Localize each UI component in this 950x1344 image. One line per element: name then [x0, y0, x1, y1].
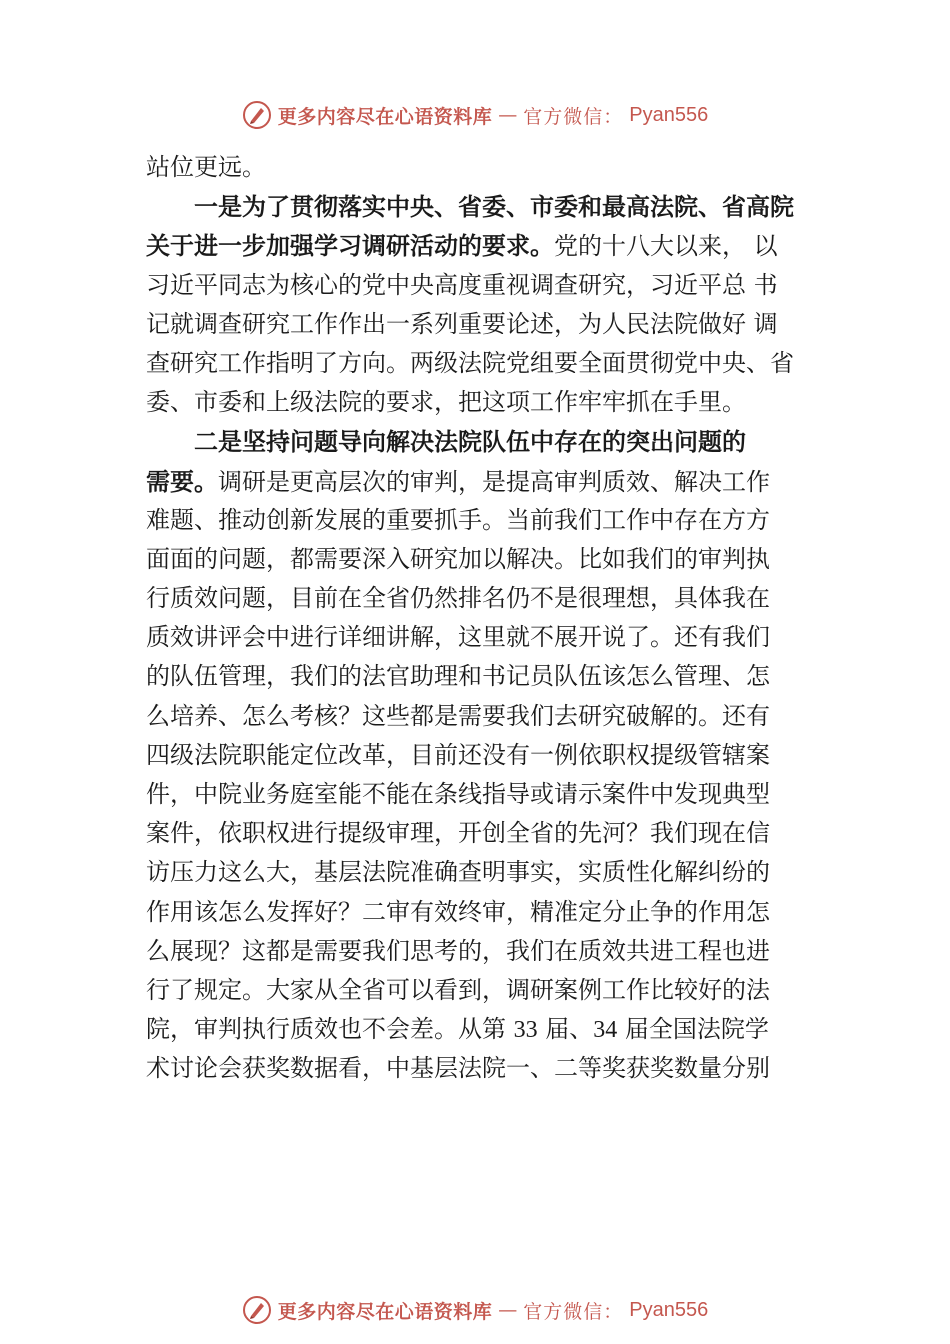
bold-heading-text: 需要。 [146, 466, 218, 496]
number-text: 34 [593, 1017, 618, 1044]
text-line: 作用该怎么发挥好？二审有效终审，精准定分止争的作用怎 [146, 897, 770, 926]
text-line: 行质效问题，目前在全省仍然排名仍不是很理想，具体我在 [146, 584, 770, 613]
text-line [146, 1010, 836, 1049]
banner-separator: — [498, 1299, 518, 1321]
header-banner [0, 95, 950, 135]
banner-brand: 更多内容尽在心语资料库 [277, 105, 493, 128]
document-body [146, 148, 836, 1089]
text-line: 么培养、怎么考核？这些都是需要我们去研究破解的。还有 [146, 701, 770, 730]
text-line: 一是为了贯彻落实中央、省委、市委和最高法院、省高院 [194, 192, 794, 222]
text-line: 站位更远。 [146, 153, 266, 181]
banner-separator: — [498, 104, 518, 126]
number-text: 33 [513, 1017, 538, 1044]
text-line [146, 462, 836, 501]
text-line: 访压力这么大，基层法院准确查明事实，实质性化解纠纷的 [146, 858, 770, 887]
body-text: 届全国法院学 [617, 1015, 769, 1044]
banner-brand: 更多内容尽在心语资料库 [277, 1300, 493, 1323]
body-text: 院，审判执行质效也不会差。从第 [146, 1015, 514, 1044]
text-line: 二是坚持问题导向解决法院队伍中存在的突出问题的 [194, 427, 746, 457]
pen-logo-icon [242, 100, 272, 130]
text-line: 质效讲评会中进行详细讲解，这里就不展开说了。还有我们 [146, 623, 770, 652]
text-line: 行了规定。大家从全省可以看到，调研案例工作比较好的法 [146, 975, 770, 1004]
body-text: 调研是更高层次的审判，是提高审判质效、解决工作 [218, 467, 770, 496]
pen-logo-icon [242, 1295, 272, 1325]
banner-wechat-id: Pyan556 [629, 103, 709, 126]
bold-heading-text: 关于进一步加强学习调研活动的要求。 [146, 231, 554, 261]
text-line: 术讨论会获奖数据看，中基层法院一、二等奖获奖数量分别 [146, 1054, 770, 1083]
text-line: 的队伍管理，我们的法官助理和书记员队伍该怎么管理、怎 [146, 662, 770, 691]
banner-wechat-label: 官方微信： [523, 105, 624, 128]
text-line: 委、市委和上级法院的要求，把这项工作牢牢抓在手里。 [146, 388, 746, 417]
text-line: 四级法院职能定位改革，目前还没有一例依职权提级管辖案 [146, 740, 770, 769]
banner-wechat-label: 官方微信： [523, 1300, 624, 1323]
text-line [146, 226, 836, 265]
text-line: 件，中院业务庭室能不能在条线指导或请示案件中发现典型 [146, 780, 770, 808]
banner-wechat-id: Pyan556 [629, 1298, 709, 1321]
text-line: 案件，依职权进行提级审理，开创全省的先河？我们现在信 [146, 819, 770, 848]
text-line: 面面的问题，都需要深入研究加以解决。比如我们的审判执 [146, 544, 770, 573]
body-text: 届、 [537, 1015, 594, 1044]
text-line: 查研究工作指明了方向。两级法院党组要全面贯彻党中央、省 [146, 348, 794, 377]
footer-banner [0, 1290, 950, 1330]
text-line: 记就调查研究工作作出一系列重要论述，为人民法院做好 调 [146, 309, 778, 338]
text-line: 习近平同志为核心的党中央高度重视调查研究，习近平总 书 [146, 270, 778, 299]
body-text: 党的十八大以来， 以 [554, 232, 778, 261]
text-line: 难题、推动创新发展的重要抓手。当前我们工作中存在方方 [146, 505, 770, 534]
text-line: 么展现？这都是需要我们思考的，我们在质效共进工程也进 [146, 936, 770, 965]
